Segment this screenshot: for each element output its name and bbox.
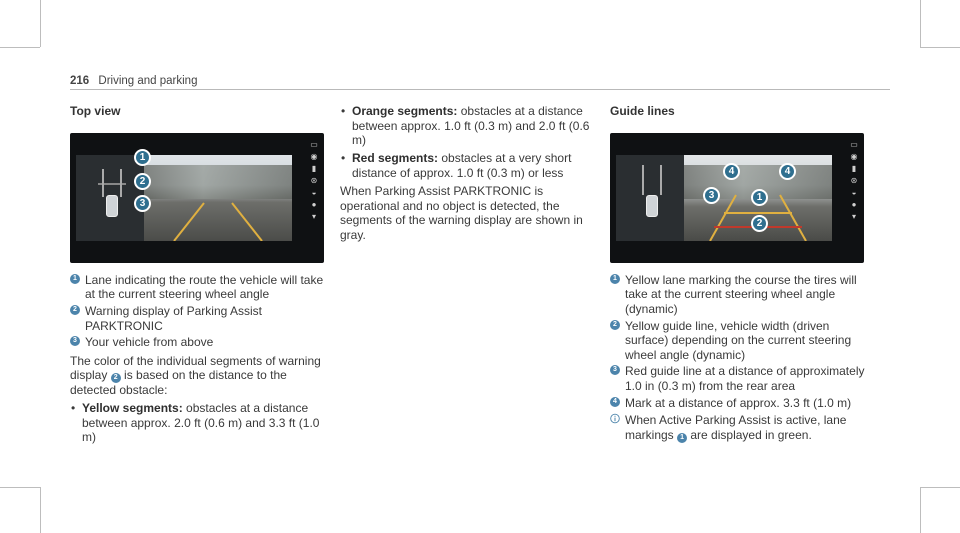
crop-mark <box>920 0 921 47</box>
bullet-item <box>70 401 324 445</box>
top-view-heading: Top view <box>70 104 121 118</box>
sensor-icon: ▭ <box>310 139 318 149</box>
item-text: Red guide line at a distance of approximately 1.0 in (0.3 m) from the rear area <box>625 364 865 393</box>
paragraph-text: is based on the distance to the detected obstacle: <box>70 368 287 398</box>
screen-side-icons <box>848 141 860 221</box>
screen-side-icons <box>308 141 320 221</box>
callout-3: 3 <box>134 195 151 212</box>
note-text: are displayed in green. <box>690 427 812 442</box>
middle-column <box>340 104 596 243</box>
callout-1: 1 <box>134 149 151 166</box>
item-text: Yellow guide line, vehicle width (driven surface) depending on the current steering wheel angle (dynamic) <box>625 318 852 362</box>
mic-icon: ▾ <box>851 211 856 221</box>
camera-icon: ◉ <box>850 151 858 161</box>
callout-2: 2 <box>134 173 151 190</box>
top-view-screen-image <box>70 133 324 263</box>
crop-mark <box>920 47 960 48</box>
parking-icon: ▮ <box>311 163 317 173</box>
item-number-badge: 4 <box>610 397 620 407</box>
person-icon: ● <box>851 199 857 209</box>
bullet-text: obstacles at a distance between approx. 2.0 ft (0.6 m) and 3.3 ft (1.0 m) <box>82 401 320 445</box>
crop-mark <box>40 487 41 533</box>
settings-icon: ⊛ <box>310 175 318 185</box>
item-text: Lane indicating the route the vehicle will take at the current steering wheel angle <box>85 272 324 302</box>
item-number-badge: 3 <box>70 336 80 346</box>
list-item <box>70 304 324 333</box>
bullet-label: Red segments: <box>352 150 439 165</box>
bullet-text: obstacles at a distance between approx. 1.0 ft (0.3 m) and 2.0 ft (0.6 m) <box>352 104 590 148</box>
bullet-label: Orange segments: <box>352 104 458 118</box>
vehicle-top-view <box>646 195 658 217</box>
top-view-column <box>70 104 324 445</box>
bullet-text: obstacles at a very short distance of approx. 1.0 ft (0.3 m) or less <box>352 150 572 180</box>
bullet-item <box>340 151 596 180</box>
item-text: Warning display of Parking Assist PARKTRONIC <box>85 303 262 333</box>
lane-line <box>660 165 662 195</box>
bullet-label: Yellow segments: <box>82 401 183 415</box>
list-item <box>610 319 866 363</box>
camera-icon: ◉ <box>310 151 318 161</box>
paragraph <box>70 354 324 398</box>
item-text: Yellow lane marking the course the tires will take at the current steering wheel angle (dynamic) <box>625 272 857 316</box>
bullet-item <box>340 104 596 148</box>
callout-1: 1 <box>751 189 768 206</box>
vehicle-top-view <box>106 195 118 217</box>
crop-mark <box>0 487 40 488</box>
crop-mark <box>40 0 41 47</box>
rear-camera-view <box>144 155 292 241</box>
inline-number-badge: 1 <box>677 433 687 443</box>
item-text: Your vehicle from above <box>85 335 214 350</box>
note-text: When Active Parking Assist is active, lane markings <box>625 413 847 442</box>
callout-3: 3 <box>703 187 720 204</box>
paragraph: When Parking Assist PARKTRONIC is operational and no object is detected, the segments of the warning display are shown in gray. <box>340 184 583 242</box>
list-item <box>610 364 866 393</box>
paragraph-text: The color of the individual segments of warning display <box>70 353 321 383</box>
list-item <box>610 273 866 317</box>
item-number-badge: 3 <box>610 365 620 375</box>
list-item <box>610 396 866 411</box>
car-icon: ◒ <box>311 187 317 197</box>
info-note <box>610 413 866 443</box>
crop-mark <box>920 487 921 533</box>
mic-icon: ▾ <box>311 211 316 221</box>
header-divider <box>70 89 890 90</box>
guide-lines-column <box>610 104 866 443</box>
top-view-panel <box>616 155 684 241</box>
item-number-badge: 2 <box>610 320 620 330</box>
item-text: Mark at a distance of approx. 3.3 ft (1.0 m) <box>625 395 852 410</box>
guide-lines-heading: Guide lines <box>610 104 675 118</box>
person-icon: ● <box>311 199 317 209</box>
list-item <box>70 335 324 350</box>
crop-mark <box>0 47 40 48</box>
page-header <box>70 74 197 88</box>
info-icon <box>610 413 620 424</box>
car-icon: ◒ <box>851 187 857 197</box>
crop-mark <box>920 487 960 488</box>
section-title: Driving and parking <box>98 75 198 87</box>
guide-lines-svg <box>144 155 292 241</box>
list-item <box>70 273 324 302</box>
lane-line <box>120 169 122 197</box>
item-number-badge: 1 <box>70 274 80 284</box>
parking-icon: ▮ <box>851 163 857 173</box>
callout-4: 4 <box>779 163 796 180</box>
lane-line <box>102 169 104 197</box>
top-view-panel <box>76 155 144 241</box>
guide-lines-screen-image <box>610 133 864 263</box>
settings-icon: ⊛ <box>850 175 858 185</box>
item-number-badge: 1 <box>610 274 620 284</box>
callout-2: 2 <box>751 215 768 232</box>
sensor-icon: ▭ <box>850 139 858 149</box>
callout-4: 4 <box>723 163 740 180</box>
item-number-badge: 2 <box>70 305 80 315</box>
lane-line <box>642 165 644 195</box>
page-number: 216 <box>70 75 90 87</box>
inline-number-badge: 2 <box>111 373 121 383</box>
